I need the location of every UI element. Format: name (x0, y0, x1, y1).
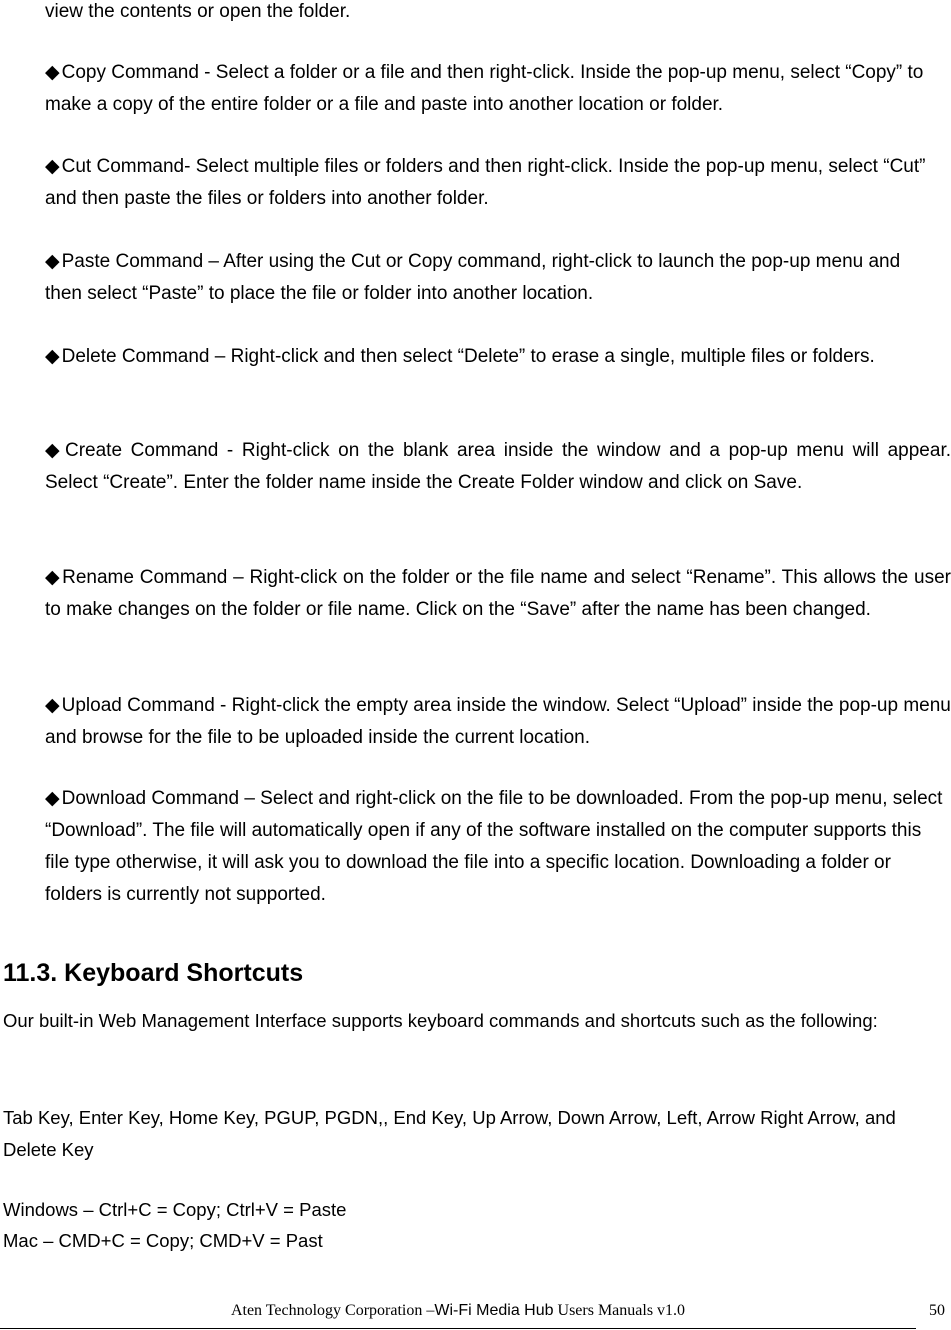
diamond-bullet-icon: ◆ (45, 156, 60, 177)
footer-company: Aten Technology Corporation – (230, 1302, 435, 1319)
delete-command-text: Delete Command – Right-click and then select “Delete” to erase a single, multiple files or folders. (61, 346, 875, 367)
copy-command-text: Copy Command - Select a folder or a file and then right-click. Inside the pop-up menu, select “Copy” to make a copy of the entire folder or a file and paste into another location or folder. (45, 62, 924, 115)
delete-command-paragraph (45, 341, 951, 373)
copy-command-paragraph (45, 57, 951, 121)
upload-command-paragraph (45, 690, 951, 754)
create-command-paragraph (45, 435, 951, 499)
diamond-bullet-icon: ◆ (45, 346, 60, 367)
diamond-bullet-icon: ◆ (45, 788, 60, 809)
diamond-bullet-icon: ◆ (45, 567, 61, 588)
page-footer (0, 1300, 916, 1322)
rename-command-text: Rename Command – Right-click on the folder or the file name and select “Rename”. This allows the user to make changes on the folder or file name. Click on the “Save” after the name has been changed. (45, 567, 951, 620)
paste-command-paragraph (45, 246, 925, 310)
diamond-bullet-icon: ◆ (45, 251, 60, 272)
page-number: 50 (929, 1302, 945, 1319)
footer-manual: Users Manuals v1.0 (553, 1302, 686, 1319)
create-command-text: Create Command - Right-click on the blank area inside the window and a pop-up menu will appear. Select “Create”. Enter the folder name inside the Create Folder window and click on Save. (45, 440, 951, 493)
diamond-bullet-icon: ◆ (45, 62, 60, 83)
diamond-bullet-icon: ◆ (45, 695, 60, 716)
intro-tail-text: view the contents or open the folder. (45, 1, 351, 22)
footer-product: Wi-Fi Media Hub (434, 1302, 554, 1319)
cut-command-paragraph (45, 151, 951, 215)
rename-command-paragraph (45, 562, 951, 626)
section-heading: 11.3. Keyboard Shortcuts (3, 959, 304, 987)
cut-command-text: Cut Command- Select multiple files or folders and then right-click. Inside the pop-up menu, select “Cut” and then paste the files or folders into another folder. (45, 156, 926, 209)
download-command-paragraph (45, 783, 945, 911)
supported-keys-text: Tab Key, Enter Key, Home Key, PGUP, PGDN,, End Key, Up Arrow, Down Arrow, Left, Arrow Right Arrow, and Delete Key (3, 1107, 896, 1160)
paste-command-text: Paste Command – After using the Cut or Copy command, right-click to launch the pop-up menu and then select “Paste” to place the file or folder into another location. (45, 251, 901, 304)
upload-command-text: Upload Command - Right-click the empty area inside the window. Select “Upload” inside the pop-up menu and browse for the file to be uploaded inside the current location. (45, 695, 951, 748)
windows-shortcuts-text: Windows – Ctrl+C = Copy; Ctrl+V = Paste (3, 1199, 347, 1220)
mac-shortcuts-text: Mac – CMD+C = Copy; CMD+V = Past (3, 1230, 323, 1251)
diamond-bullet-icon: ◆ (45, 440, 63, 461)
footer-rule (0, 1328, 916, 1329)
section-intro-text: Our built-in Web Management Interface supports keyboard commands and shortcuts such as the following: (3, 1010, 878, 1031)
download-command-text: Download Command – Select and right-click on the file to be downloaded. From the pop-up menu, select “Download”. The file will automatically open if any of the software installed on the computer supports this file type otherwise, it will ask you to download the file into a specific location. Downloading a folder or folders is currently not supported. (45, 788, 943, 905)
